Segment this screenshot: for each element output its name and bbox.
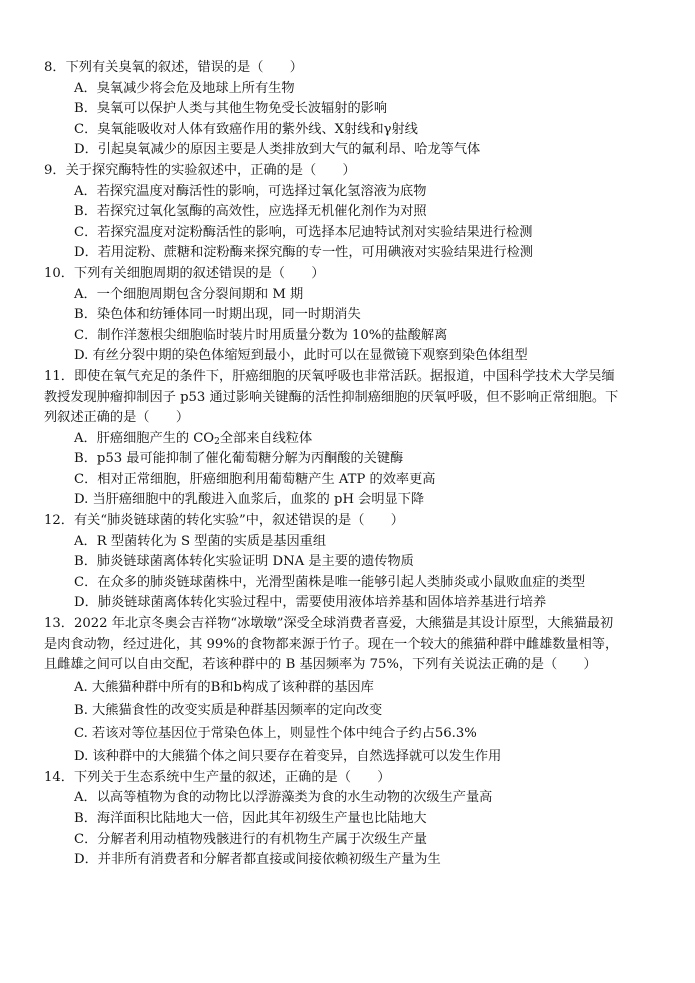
option-d: D．引起臭氧减少的原因主要是人类排放到大气的氟利昂、哈龙等气体 [74, 142, 481, 158]
option-b: B．p53 最可能抑制了催化葡萄糖分解为丙酮酸的关键酶 [74, 451, 404, 467]
option-c: C．臭氧能吸收对人体有致癌作用的紫外线、X射线和γ射线 [74, 121, 418, 137]
question-stem: 10．下列有关细胞周期的叙述错误的是（ ） [44, 265, 325, 281]
question-stem-line: 是肉食动物，经过进化，其 99%的食物都来源于竹子。现在一个较大的熊猫种群中雌雄数量相等， [44, 636, 619, 652]
option-c: C．在众多的肺炎链球菌株中，光滑型菌株是唯一能够引起人类肺炎或小鼠败血症的类型 [74, 574, 586, 590]
option-a: A. 大熊猫种群中所有的B和b构成了该种群的基因库 [74, 679, 374, 695]
option-a-text-end: 全部来自线粒体 [219, 430, 313, 446]
option-a: A．臭氧减少将会危及地球上所有生物 [74, 80, 295, 96]
question-11 [44, 367, 655, 511]
question-stem-line: 教授发现肿瘤抑制因子 p53 通过影响关键酶的活性抑制癌细胞的厌氧呼吸，但不影响正常细胞。下 [44, 389, 619, 405]
option-b: B．若探究过氧化氢酶的高效性，应选择无机催化剂作为对照 [74, 204, 427, 220]
option-d: D. 当肝癌细胞中的乳酸进入血浆后，血浆的 pH 会明显下降 [74, 492, 425, 508]
question-10 [44, 264, 655, 367]
option-a: A．R 型菌转化为 S 型菌的实质是基因重组 [74, 533, 327, 549]
option-d: D．若用淀粉、蔗糖和淀粉酶来探究酶的专一性，可用碘液对实验结果进行检测 [74, 245, 533, 261]
question-14 [44, 768, 655, 871]
question-stem: 14．下列关于生态系统中生产量的叙述，正确的是（ ） [44, 769, 391, 785]
option-b: B．臭氧可以保护人类与其他生物免受长波辐射的影响 [74, 101, 388, 117]
question-12 [44, 511, 655, 614]
question-stem: 8．下列有关臭氧的叙述，错误的是（ ） [44, 60, 303, 75]
option-d: D. 有丝分裂中期的染色体缩短到最小，此时可以在显微镜下观察到染色体组型 [74, 348, 528, 364]
question-stem-line: 列叙述正确的是（ ） [44, 410, 190, 426]
option-c: C．分解者利用动植物残骸进行的有机物生产属于次级生产量 [74, 831, 427, 847]
option-d: D. 该种群中的大熊猫个体之间只要存在着变异，自然选择就可以发生作用 [74, 748, 502, 764]
option-a: A．若探究温度对酶活性的影响，可选择过氧化氢溶液为底物 [74, 183, 427, 199]
option-c: C．制作洋葱根尖细胞临时装片时用质量分数为 10%的盐酸解离 [74, 327, 448, 343]
option-b: B. 大熊猫食性的改变实质是种群基因频率的定向改变 [74, 702, 383, 718]
option-a [44, 429, 655, 450]
option-a: A．一个细胞周期包含分裂间期和 M 期 [74, 286, 304, 302]
question-stem-line: 且雌雄之间可以自由交配，若该种群中的 B 基因频率为 75%，下列有关说法正确的是（ ） [44, 657, 597, 673]
option-c: C．相对正常细胞，肝癌细胞利用葡萄糖产生 ATP 的效率更高 [74, 471, 436, 487]
subscript-2: 2 [214, 436, 220, 447]
option-a-text: A．肝癌细胞产生的 CO [74, 430, 215, 446]
question-stem: 12．有关“肺炎链球菌的转化实验”中，叙述错误的是（ ） [44, 513, 404, 529]
question-stem-line: 13．2022 年北京冬奥会吉祥物“冰墩墩”深受全球消费者喜爱，大熊猫是其设计原型，大熊猫最初 [44, 616, 614, 632]
option-d: D．并非所有消费者和分解者都直接或间接依赖初级生产量为生 [74, 852, 441, 868]
question-9 [44, 161, 655, 264]
option-b: B．海洋面积比陆地大一倍，因此其年初级生产量也比陆地大 [74, 811, 427, 826]
option-b: B．染色体和纺锤体同一时期出现，同一时期消失 [74, 307, 361, 323]
option-c: C. 若该对等位基因位于常染色体上，则显性个体中纯合子约占56.3% [74, 725, 477, 741]
option-c: C．若探究温度对淀粉酶活性的影响，可选择本尼迪特试剂对实验结果进行检测 [74, 224, 533, 240]
question-8 [44, 58, 655, 161]
option-d: D．肺炎链球菌离体转化实验过程中，需要使用液体培养基和固体培养基进行培养 [74, 595, 547, 611]
option-b: B．肺炎链球菌离体转化实验证明 DNA 是主要的遗传物质 [74, 554, 414, 570]
question-13 [44, 614, 655, 768]
question-stem-line: 11．即使在氧气充足的条件下，肝癌细胞的厌氧呼吸也非常活跃。据报道，中国科学技术大学吴缅 [44, 368, 615, 384]
option-a: A．以高等植物为食的动物比以浮游藻类为食的水生动物的次级生产量高 [74, 790, 493, 806]
question-stem: 9．关于探究酶特性的实验叙述中，正确的是（ ） [44, 162, 356, 178]
